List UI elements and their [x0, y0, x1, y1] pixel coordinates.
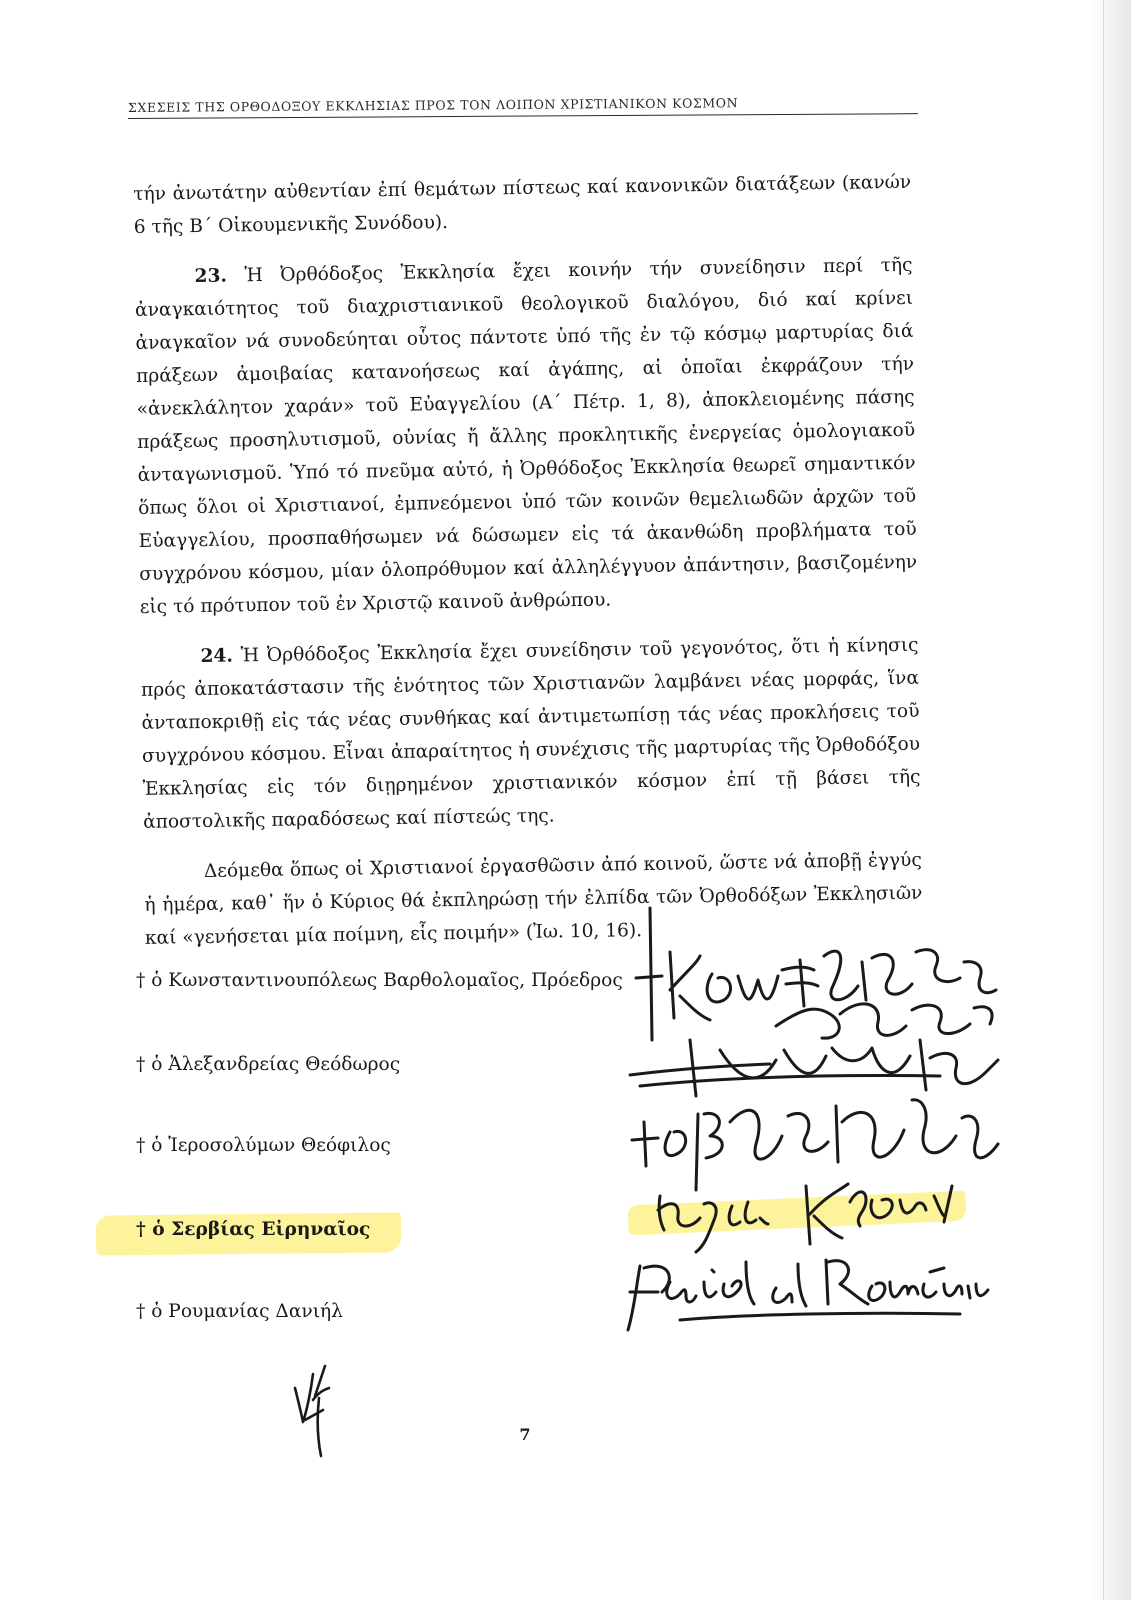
handwritten-signatures — [600, 900, 1020, 1340]
signature-bartholomew — [636, 908, 996, 1040]
closing-paragraph: Δεόμεθα ὅπως οἱ Χριστιανοί ἐργασθῶσιν ἀπό κοινοῦ, ὥστε νά ἀποβῇ ἐγγύς ἡ ἡμέρα, καθ᾿ ἥν ὁ Κύριος θά ἐκπληρώσῃ τήν ἐλπίδα τῶν Ὀρθοδόξων Ἐκκλησιῶν καί «γενήσεται μία ποίμνη, εἷς ποιμήν» (Ἰω. 10, 16). — [144, 849, 923, 949]
continuation-paragraph: τήν ἀνωτάτην αὐθεντίαν ἐπί θεμάτων πίστεως καί κανονικῶν διατάξεων (κανών 6 τῆς Β΄ Οἰκουμενικῆς Συνόδου). — [133, 171, 912, 238]
paragraph-number: 23. — [194, 265, 228, 288]
signature-irinej — [658, 1184, 952, 1252]
scan-page-edge — [1091, 0, 1131, 1600]
paragraph-23 — [134, 249, 918, 624]
document-body — [133, 166, 923, 972]
signature-theodore — [630, 1040, 998, 1096]
signatory-name: † ὁ Ρουμανίας Δανιήλ — [136, 1301, 343, 1322]
signatory-name: † ὁ Ἀλεξανδρείας Θεόδωρος — [136, 1054, 401, 1075]
paragraph-text: Ἡ Ὀρθόδοξος Ἐκκλησία ἔχει συνείδησιν τοῦ γεγονότος, ὅτι ἡ κίνησις πρός ἀποκατάστασιν τῆς ἑνότητος τῶν Χριστιανῶν λαμβάνει νέας μορφάς, ἵνα ἀνταποκριθῇ εἰς τάς νέας συνθήκας καί ἀντιμετωπίσῃ τάς νέας προκλήσεις τοῦ συγχρόνου κόσμου. Εἶναι ἀπαραίτητος ἡ συνέχισις τῆς μαρτυρίας τῆς Ὀρθοδόξου Ἐκκλησίας εἰς τόν διῃρημένον χριστιανικόν κόσμον ἐπί τῇ βάσει τῆς ἀποστολικῆς παραδόσεως καί πίστεώς της. — [140, 634, 921, 833]
signatory-name: † ὁ Ἱεροσολύμων Θεόφιλος — [136, 1135, 391, 1156]
signatory-name-highlighted: † ὁ Σερβίας Εἰρηναῖος — [136, 1219, 371, 1240]
signature-theophilos — [632, 1100, 998, 1190]
paragraph-number: 24. — [200, 645, 234, 667]
signature-daniel — [628, 1260, 988, 1330]
signatory-name: † ὁ Κωνσταντινουπόλεως Βαρθολομαῖος, Πρόεδρος — [136, 970, 623, 991]
page-number: 7 — [519, 1425, 531, 1444]
header-rule — [128, 113, 918, 119]
paragraph-24 — [140, 629, 921, 839]
margin-initials — [285, 1360, 345, 1460]
paragraph-text: Ἡ Ὀρθόδοξος Ἐκκλησία ἔχει κοινήν τήν συνείδησιν περί τῆς ἀναγκαιότητος τοῦ διαχριστιανικοῦ θεολογικοῦ διαλόγου, διό καί κρίνει ἀναγκαῖον νά συνοδεύηται οὗτος πάντοτε ὑπό τῆς ἐν τῷ κόσμῳ μαρτυρίας διά πράξεων ἀμοιβαίας κατανοήσεως καί ἀγάπης, αἱ ὁποῖαι ἐκφράζουν τήν «ἀνεκλάλητον χαράν» τοῦ Εὐαγγελίου (Α΄ Πέτρ. 1, 8), ἀποκλειομένης πάσης πράξεως προσηλυτισμοῦ, οὐνίας ἤ ἄλλης προκλητικῆς ἐνεργείας ὁμολογιακοῦ ἀνταγωνισμοῦ. Ὑπό τό πνεῦμα αὐτό, ἡ Ὀρθόδοξος Ἐκκλησία θεωρεῖ σημαντικόν ὅπως ὅλοι οἱ Χριστιανοί, ἐμπνεόμενοι ὑπό τῶν κοινῶν θεμελιωδῶν ἀρχῶν τοῦ Εὐαγγελίου, προσπαθήσωμεν νά δώσωμεν εἰς τά ἀκανθώδη προβλήματα τοῦ συγχρόνου κόσμου, μίαν ὁλοπρόθυμον καί ἀλληλέγγυον ἀπάντησιν, βασιζομένην εἰς τό πρότυπον τοῦ ἐν Χριστῷ καινοῦ ἀνθρώπου. — [134, 254, 918, 618]
running-header: ΣΧΕΣΕΙΣ ΤΗΣ ΟΡΘΟΔΟΞΟΥ ΕΚΚΛΗΣΙΑΣ ΠΡΟΣ ΤΟΝ ΛΟΙΠΟΝ ΧΡΙΣΤΙΑΝΙΚΟΝ ΚΟΣΜΟΝ — [127, 95, 739, 115]
